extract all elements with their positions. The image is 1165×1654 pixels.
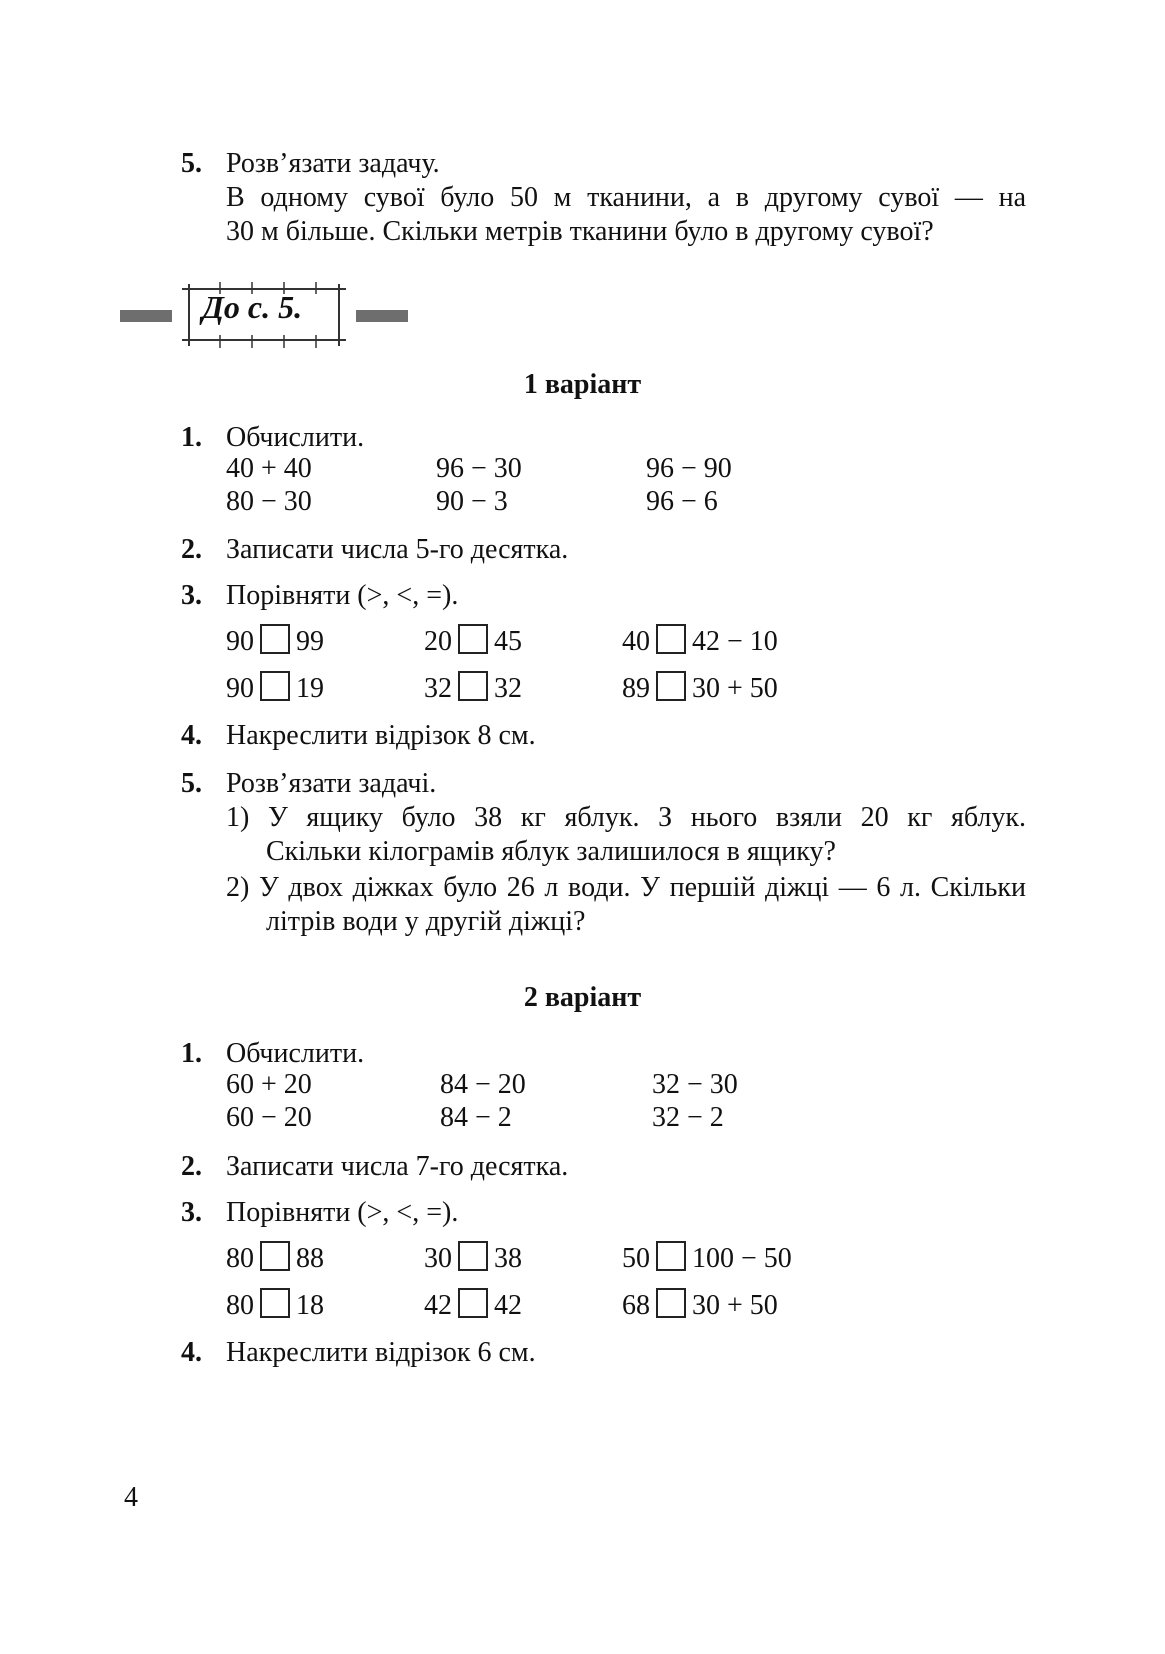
task-text: Накреслити відрізок 8 см.	[226, 720, 536, 751]
comparison	[622, 671, 778, 705]
comparison	[622, 1288, 778, 1322]
task-title: Порівняти (>, <, =).	[226, 580, 459, 611]
subtask-line: 1) У ящику було 38 кг яблук. З нього взяли 20 кг яблук.	[226, 802, 1026, 833]
comparison-left: 32	[424, 673, 452, 704]
task-title: Порівняти (>, <, =).	[226, 1197, 459, 1228]
comparison	[226, 1288, 324, 1322]
comparison-right: 30 + 50	[692, 673, 778, 704]
subtask-line: 2) У двох діжках було 26 л води. У першій діжці — 6 л. Скільки	[226, 872, 1026, 903]
comparison-right: 88	[296, 1243, 324, 1274]
comparison-left: 42	[424, 1290, 452, 1321]
answer-box[interactable]	[458, 624, 488, 654]
task-number: 4.	[181, 720, 202, 751]
task-text: Накреслити відрізок 6 см.	[226, 1337, 536, 1368]
task-number: 3.	[181, 1197, 202, 1228]
task-number: 1.	[181, 422, 202, 453]
task-number: 3.	[181, 580, 202, 611]
answer-box[interactable]	[458, 1241, 488, 1271]
comparison-left: 30	[424, 1243, 452, 1274]
task-text-line: 30 м більше. Скільки метрів тканини було в другому сувої?	[226, 216, 934, 247]
subtask-line: літрів води у другій діжці?	[266, 906, 586, 937]
expression: 32 − 2	[652, 1102, 724, 1133]
comparison-left: 40	[622, 626, 650, 657]
comparison-right: 100 − 50	[692, 1243, 792, 1274]
answer-box[interactable]	[458, 1288, 488, 1318]
answer-box[interactable]	[458, 671, 488, 701]
task-number: 1.	[181, 1038, 202, 1069]
answer-box[interactable]	[260, 624, 290, 654]
variant-title: 2 варіант	[523, 982, 642, 1013]
comparison-right: 18	[296, 1290, 324, 1321]
task-title: Розв’язати задачу.	[226, 148, 440, 179]
comparison	[622, 624, 778, 658]
comparison-right: 99	[296, 626, 324, 657]
comparison-left: 80	[226, 1290, 254, 1321]
section-header-title: До с. 5.	[202, 289, 303, 325]
expression: 80 − 30	[226, 486, 312, 517]
comparison-left: 80	[226, 1243, 254, 1274]
comparison	[424, 671, 522, 705]
expression: 84 − 2	[440, 1102, 512, 1133]
comparison-right: 42 − 10	[692, 626, 778, 657]
comparison-left: 89	[622, 673, 650, 704]
expression: 40 + 40	[226, 453, 312, 484]
task-number: 2.	[181, 534, 202, 565]
comparison	[424, 624, 522, 658]
comparison	[226, 671, 324, 705]
page-number: 4	[124, 1482, 138, 1513]
comparison	[424, 1288, 522, 1322]
comparison-left: 68	[622, 1290, 650, 1321]
comparison-right: 38	[494, 1243, 522, 1274]
expression: 96 − 30	[436, 453, 522, 484]
answer-box[interactable]	[656, 624, 686, 654]
comparison-right: 45	[494, 626, 522, 657]
expression: 60 − 20	[226, 1102, 312, 1133]
expression: 60 + 20	[226, 1069, 312, 1100]
comparison-right: 19	[296, 673, 324, 704]
expression: 90 − 3	[436, 486, 508, 517]
comparison-left: 20	[424, 626, 452, 657]
task-text: Записати числа 5-го десятка.	[226, 534, 569, 565]
task-title: Обчислити.	[226, 1038, 365, 1069]
task-title: Обчислити.	[226, 422, 365, 453]
comparison-right: 32	[494, 673, 522, 704]
task-text-line: В одному сувої було 50 м тканини, а в другому сувої — на	[226, 182, 1026, 213]
answer-box[interactable]	[260, 1288, 290, 1318]
comparison	[226, 1241, 324, 1275]
task-title: Розв’язати задачі.	[226, 768, 437, 799]
answer-box[interactable]	[656, 1288, 686, 1318]
comparison-left: 50	[622, 1243, 650, 1274]
comparison-right: 42	[494, 1290, 522, 1321]
subtask-line: Скільки кілограмів яблук залишилося в ящику?	[266, 836, 836, 867]
expression: 96 − 6	[646, 486, 718, 517]
comparison-right: 30 + 50	[692, 1290, 778, 1321]
answer-box[interactable]	[656, 671, 686, 701]
comparison	[622, 1241, 792, 1275]
task-number: 5.	[181, 148, 202, 179]
comparison	[226, 624, 324, 658]
variant-title: 1 варіант	[523, 369, 642, 400]
task-number: 2.	[181, 1151, 202, 1182]
expression: 96 − 90	[646, 453, 732, 484]
expression: 84 − 20	[440, 1069, 526, 1100]
task-number: 5.	[181, 768, 202, 799]
comparison-left: 90	[226, 673, 254, 704]
comparison	[424, 1241, 522, 1275]
expression: 32 − 30	[652, 1069, 738, 1100]
comparison-left: 90	[226, 626, 254, 657]
answer-box[interactable]	[656, 1241, 686, 1271]
task-number: 4.	[181, 1337, 202, 1368]
answer-box[interactable]	[260, 671, 290, 701]
task-text: Записати числа 7-го десятка.	[226, 1151, 569, 1182]
answer-box[interactable]	[260, 1241, 290, 1271]
